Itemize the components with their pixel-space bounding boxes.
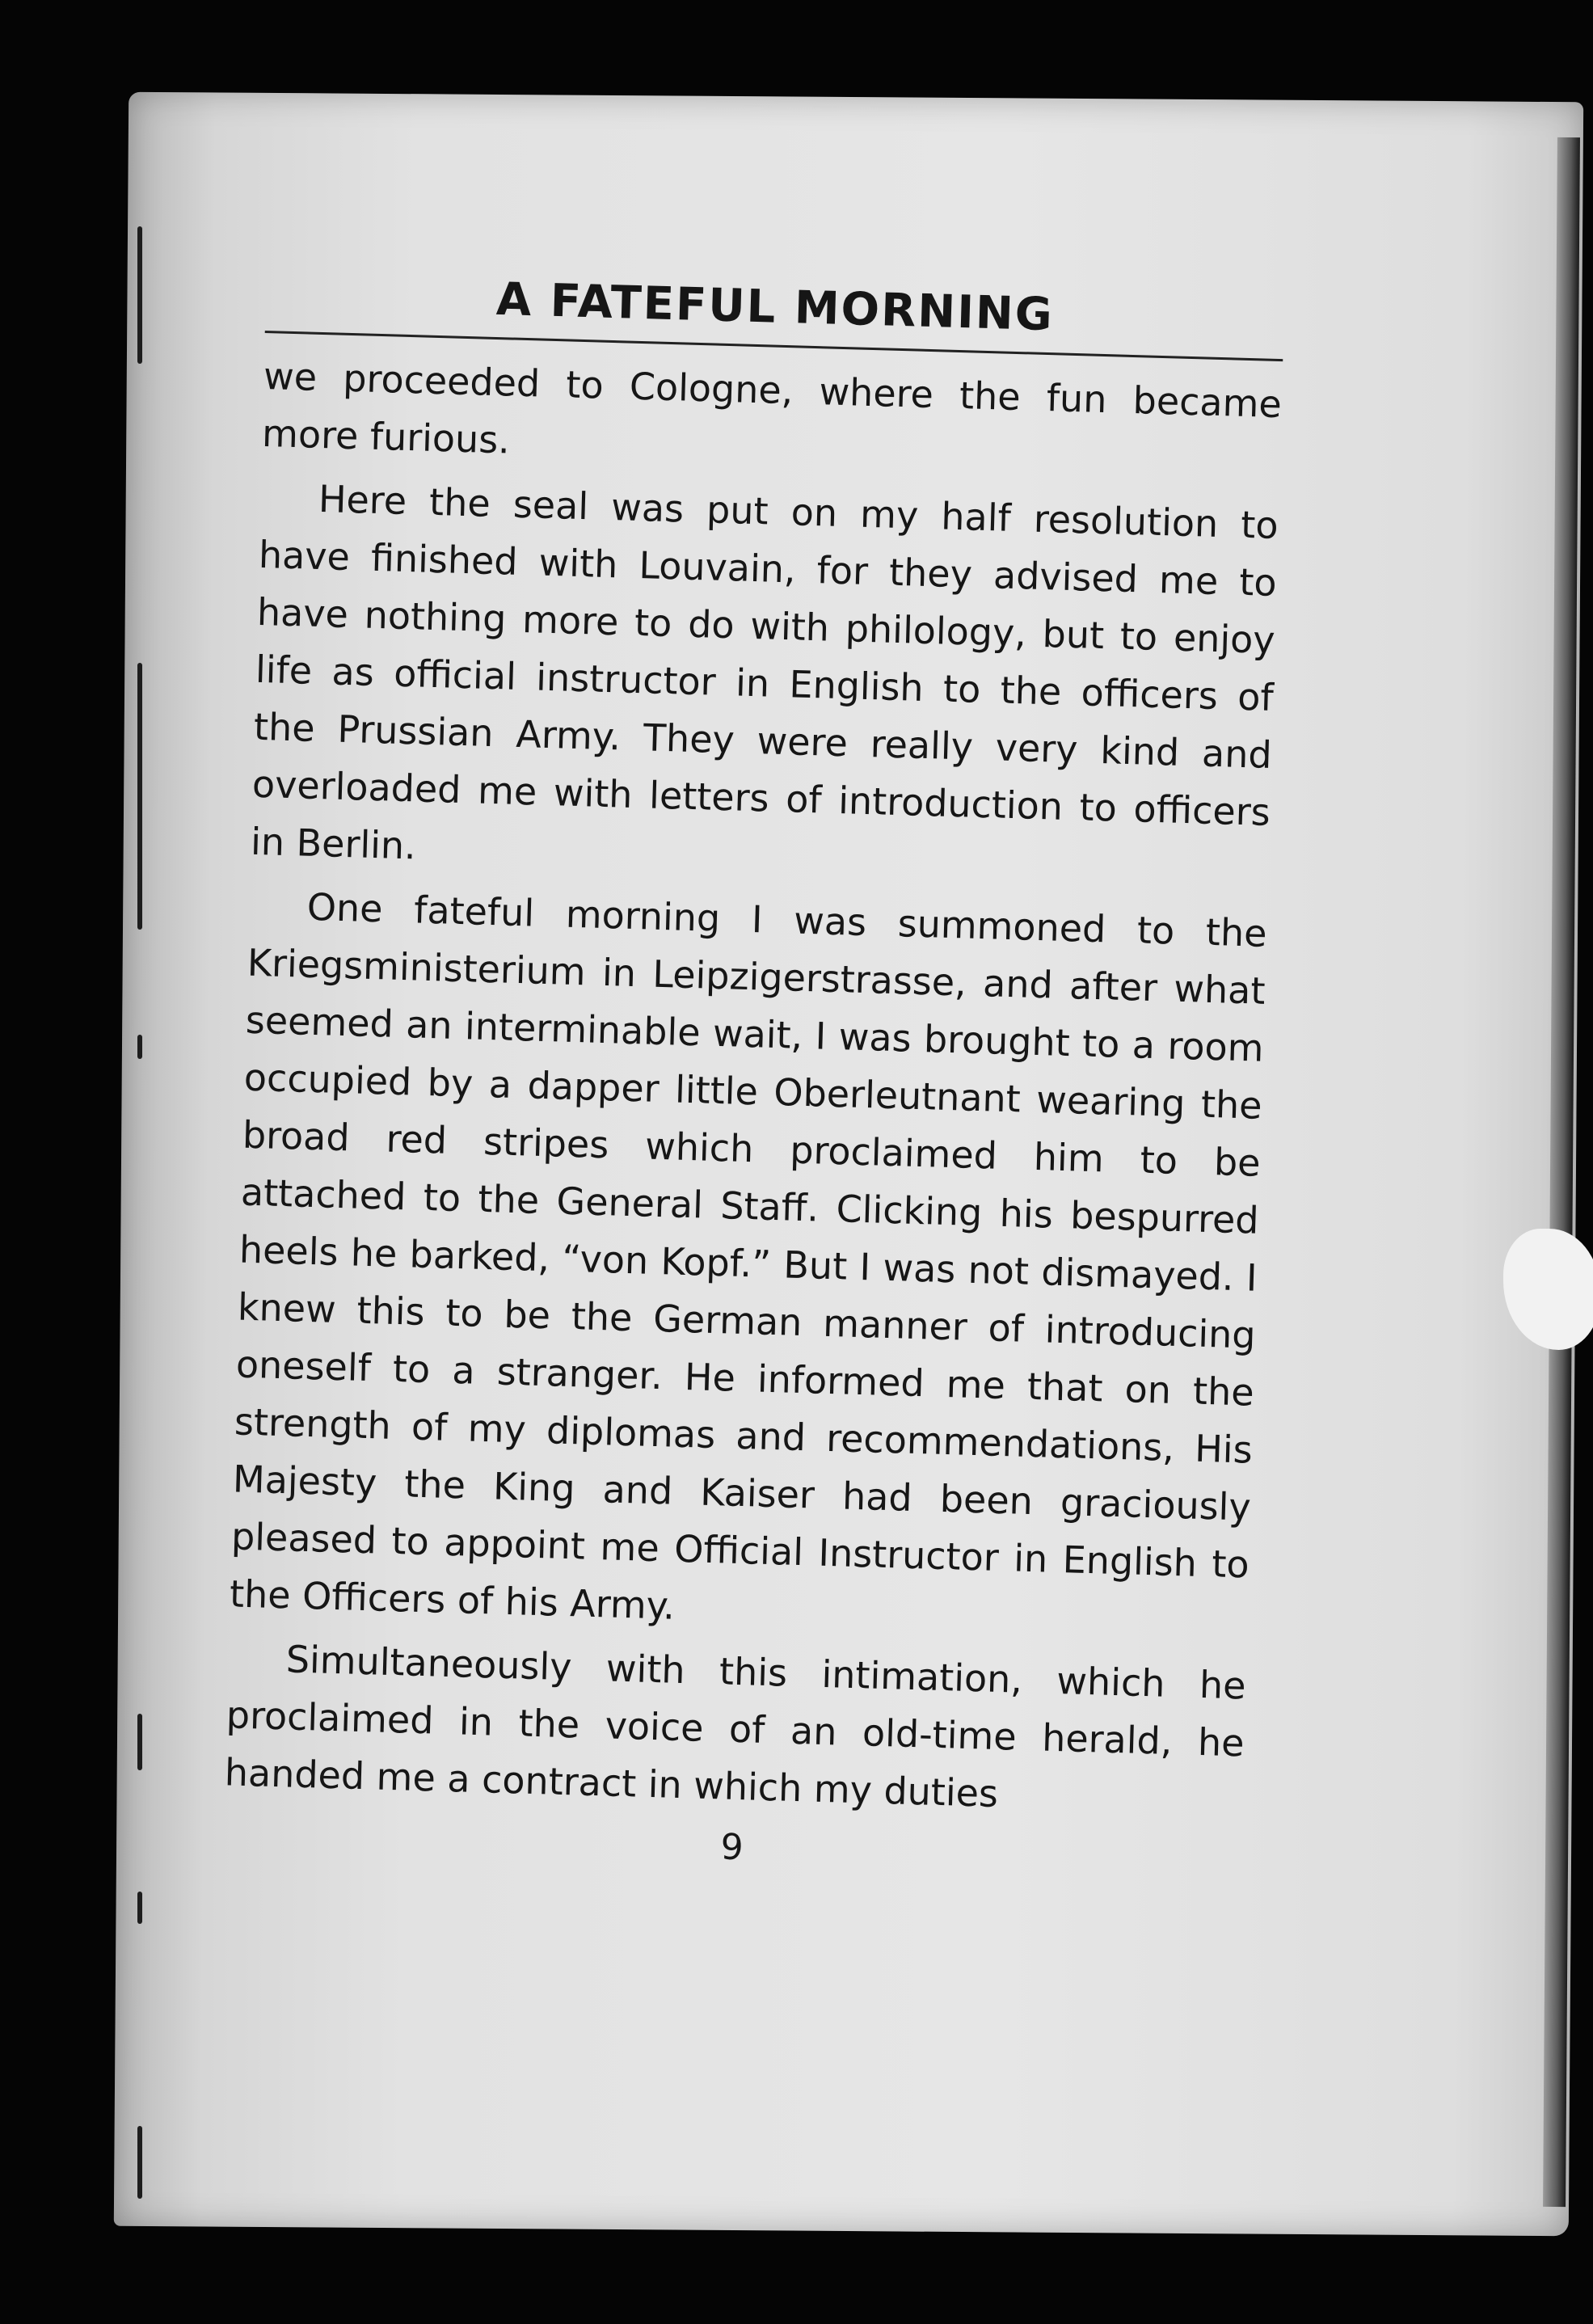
- gutter-mark: [137, 226, 142, 364]
- paragraph-3: One fateful morning I was summoned to the Kriegsministerium in Leipzigerstrasse, and after what seemed an interminable wait, I was brought to a room occupied by a dapper little Oberleutnant wearing the broad red stripes which proclaimed him to be attached to the General Staff. Clicking his bespurred heels he barked, “von Kopf.” But I was not dismayed. I knew this to be the German manner of introducing oneself to a stranger. He informed me that on the strength of my diplomas and recommendations, His Majesty the King and Kaiser had been graciously pleased to appoint me Official Instructor in English to the Officers of his Army.: [229, 884, 1268, 1628]
- gutter-mark: [137, 663, 142, 930]
- binding-gutter: [129, 210, 162, 2191]
- gutter-mark: [137, 2126, 142, 2199]
- gutter-mark: [137, 1714, 142, 1770]
- paragraph-4: Simultaneously with this intimation, which he proclaimed in the voice of an old-time herald, he handed me a contract in which my duties: [224, 1637, 1247, 1816]
- gutter-mark: [137, 1035, 142, 1059]
- gutter-mark: [137, 1892, 142, 1924]
- page-content: [222, 267, 1284, 1882]
- page-number: 9: [719, 1826, 744, 1869]
- paragraph-1: we proceeded to Cologne, where the fun became more furious.: [261, 353, 1283, 462]
- paragraph-2: Here the seal was put on my half resolution to have finished with Louvain, for they advised me to have nothing more to do with philology, but to enjoy life as official instructor in English to the officers of the Prussian Army. They were really very kind and overloaded me with letters of introduction to officers in Berlin.: [250, 476, 1279, 868]
- running-head: A FATEFUL MORNING: [495, 272, 1055, 342]
